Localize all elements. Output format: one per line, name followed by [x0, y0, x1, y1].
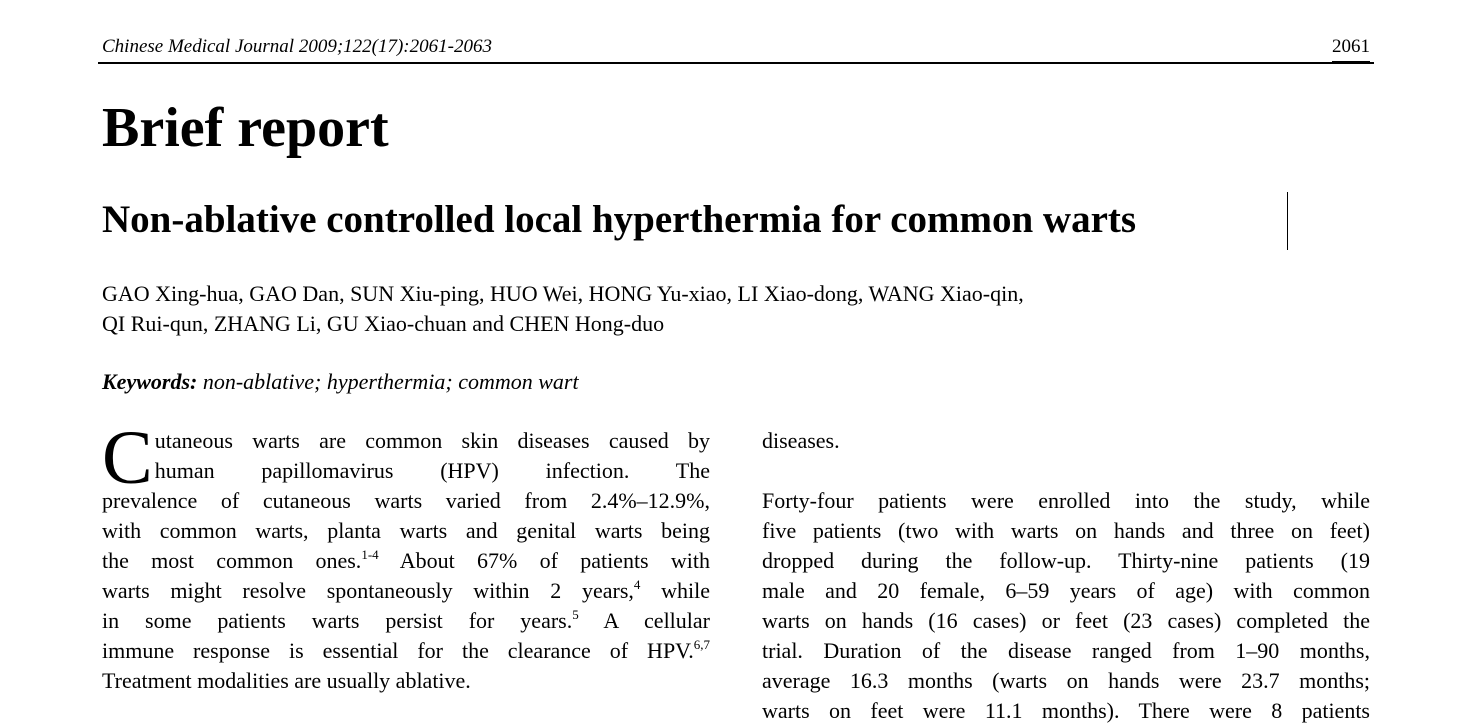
body-line: warts on hands (16 cases) or feet (23 cases) completed the — [762, 608, 1370, 633]
body-line — [102, 606, 710, 636]
article-title: Non-ablative controlled local hyperthermia for common warts — [102, 198, 1137, 241]
citation-ref: 5 — [572, 607, 579, 622]
keywords — [102, 367, 579, 397]
body-column-left — [102, 416, 711, 696]
page-number: 2061 — [1332, 36, 1370, 62]
body-line: with common warts, planta warts and genital warts being — [102, 518, 710, 543]
author-line: QI Rui-qun, ZHANG Li, GU Xiao-chuan and CHEN Hong-duo — [102, 311, 665, 336]
body-text: A cellular — [578, 608, 710, 633]
body-line — [102, 576, 710, 606]
citation-ref: 4 — [633, 577, 641, 592]
body-text: while — [640, 578, 710, 603]
text-cursor — [1287, 192, 1288, 250]
body-text: immune response is essential for the clearance of HPV. — [102, 638, 694, 663]
section-title: Brief report — [102, 97, 389, 159]
body-line: five patients (two with warts on hands and three on feet) — [762, 518, 1370, 543]
body-line: Forty-four patients were enrolled into the study, while — [762, 488, 1370, 513]
body-line: prevalence of cutaneous warts varied from 2.4%–12.9%, — [102, 488, 710, 513]
keywords-terms: non-ablative; hyperthermia; common wart — [202, 369, 579, 394]
citation-ref: 1-4 — [361, 547, 379, 562]
running-header — [98, 34, 1374, 64]
author-list — [102, 279, 1302, 339]
author-line: GAO Xing-hua, GAO Dan, SUN Xiu-ping, HUO Wei, HONG Yu-xiao, LI Xiao-dong, WANG Xiao-qin, — [102, 281, 1024, 306]
drop-cap: C — [102, 416, 153, 500]
body-text: in some patients warts persist for years. — [102, 608, 573, 633]
body-line: trial. Duration of the disease ranged from 1–90 months, — [762, 638, 1370, 663]
body-line: utaneous warts are common skin diseases caused by — [154, 428, 710, 453]
journal-citation: Chinese Medical Journal 2009;122(17):2061-2063 — [102, 36, 492, 57]
citation-ref: 6,7 — [693, 637, 710, 652]
body-column-right — [762, 426, 1370, 726]
body-line: warts on feet were 11.1 months). There were 8 patients — [762, 698, 1370, 723]
body-line: male and 20 female, 6–59 years of age) with common — [762, 578, 1370, 603]
body-line: dropped during the follow-up. Thirty-nine patients (19 — [762, 548, 1370, 573]
body-text: About 67% of patients with — [378, 548, 711, 573]
body-text: warts might resolve spontaneously within 2 years, — [102, 578, 634, 603]
body-line: Treatment modalities are usually ablative. — [102, 668, 471, 693]
paragraph-gap — [762, 456, 1370, 486]
body-line: diseases. — [762, 428, 840, 453]
body-text: the most common ones. — [102, 548, 362, 573]
keywords-label: Keywords: — [102, 369, 198, 394]
body-line — [102, 636, 710, 666]
body-line: human papillomavirus (HPV) infection. The — [154, 458, 710, 483]
body-line: average 16.3 months (warts on hands were 23.7 months; — [762, 668, 1370, 693]
body-line — [102, 546, 710, 576]
